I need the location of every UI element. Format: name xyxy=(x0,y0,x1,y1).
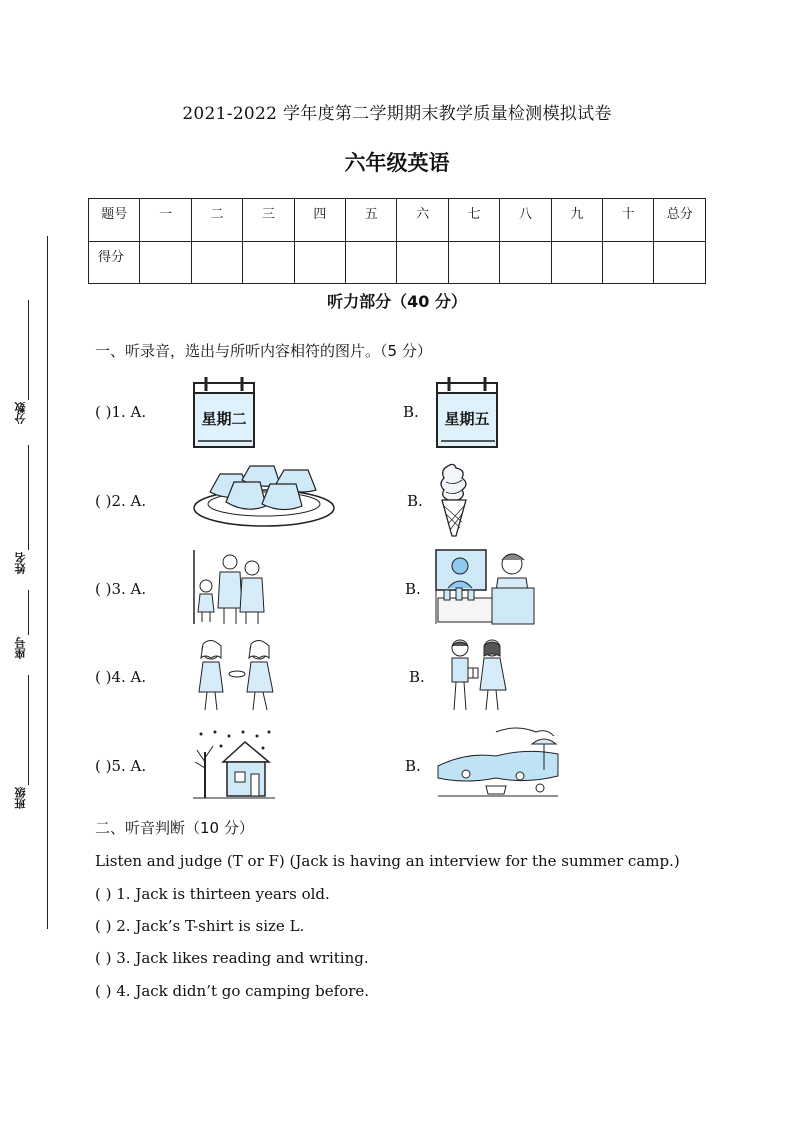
judge-item-1: ( ) 1. Jack is thirteen years old. xyxy=(95,885,330,903)
part2-title: 二、听音判断（10 分） xyxy=(95,819,254,837)
calendar-a-text: 星期二 xyxy=(201,410,247,428)
score-header-cell: 七 xyxy=(448,199,499,242)
judge-item-4: ( ) 4. Jack didn’t go camping before. xyxy=(95,982,370,1000)
judge-item-2: ( ) 2. Jack’s T-shirt is size L. xyxy=(95,917,305,935)
snowy-house-picture xyxy=(193,728,275,800)
score-blank-cell[interactable] xyxy=(346,241,397,284)
q5-number: ( )5. A. xyxy=(95,757,147,775)
q4-number: ( )4. A. xyxy=(95,668,147,686)
q5-option-b: B. xyxy=(405,757,421,775)
calendar-b-text: 星期五 xyxy=(444,410,490,428)
binding-margin-line xyxy=(47,236,48,929)
q3-option-b: B. xyxy=(405,580,421,598)
score-blank-line xyxy=(28,300,29,400)
calendar-tuesday-picture xyxy=(192,375,256,449)
side-label-name: 姓名 xyxy=(14,552,27,574)
side-label-score: 分数 xyxy=(14,402,27,424)
class-blank-line xyxy=(28,675,29,785)
score-header-cell: 五 xyxy=(346,199,397,242)
score-blank-cell[interactable] xyxy=(500,241,551,284)
part2-instruction: Listen and judge (T or F) (Jack is having an interview for the summer camp.) xyxy=(95,852,680,870)
score-blank-cell[interactable] xyxy=(397,241,448,284)
score-header-cell: 总分 xyxy=(654,199,706,242)
score-blank-cell[interactable] xyxy=(551,241,602,284)
side-label-class: 班级 xyxy=(14,787,27,809)
q2-option-b: B. xyxy=(407,492,423,510)
q1-option-b: B. xyxy=(403,403,419,421)
gift-giving-picture xyxy=(444,636,512,716)
q3-number: ( )3. A. xyxy=(95,580,147,598)
score-table-header-row xyxy=(89,199,706,242)
part1-title: 一、听录音，选出与所听内容相符的图片。（5 分） xyxy=(95,342,432,360)
jelly-plate-picture xyxy=(192,462,337,530)
score-header-cell: 八 xyxy=(500,199,551,242)
score-blank-cell[interactable] xyxy=(603,241,654,284)
score-header-cell: 九 xyxy=(551,199,602,242)
score-blank-cell[interactable] xyxy=(243,241,294,284)
name-blank-line xyxy=(28,445,29,550)
score-header-cell: 十 xyxy=(603,199,654,242)
q1-number: ( )1. A. xyxy=(95,403,147,421)
calendar-friday-picture xyxy=(435,375,499,449)
beach-picture xyxy=(436,726,560,800)
score-header-cell: 六 xyxy=(397,199,448,242)
score-header-cell: 一 xyxy=(140,199,191,242)
score-blank-cell[interactable] xyxy=(294,241,345,284)
seat-blank-line xyxy=(28,590,29,635)
score-blank-cell[interactable] xyxy=(654,241,706,284)
score-blank-cell[interactable] xyxy=(448,241,499,284)
side-label-seat: 座号 xyxy=(14,637,27,659)
score-table xyxy=(88,198,706,284)
exam-title: 2021-2022 学年度第二学期期末教学质量检测模拟试卷 xyxy=(182,104,612,124)
score-row-label: 得分 xyxy=(89,241,140,284)
score-header-cell: 三 xyxy=(243,199,294,242)
q4-option-b: B. xyxy=(409,668,425,686)
q2-number: ( )2. A. xyxy=(95,492,147,510)
score-header-cell: 题号 xyxy=(89,199,140,242)
score-blank-cell[interactable] xyxy=(140,241,191,284)
score-header-cell: 四 xyxy=(294,199,345,242)
watching-tv-picture xyxy=(434,548,538,626)
score-header-cell: 二 xyxy=(191,199,242,242)
girls-sharing-picture xyxy=(193,636,281,716)
subject-title: 六年级英语 xyxy=(344,151,450,175)
judge-item-3: ( ) 3. Jack likes reading and writing. xyxy=(95,949,369,967)
listening-section-title: 听力部分（40 分） xyxy=(327,292,467,311)
score-blank-cell[interactable] xyxy=(191,241,242,284)
family-picture xyxy=(192,548,268,626)
ice-cream-picture xyxy=(436,462,472,538)
score-table-score-row xyxy=(89,241,706,284)
